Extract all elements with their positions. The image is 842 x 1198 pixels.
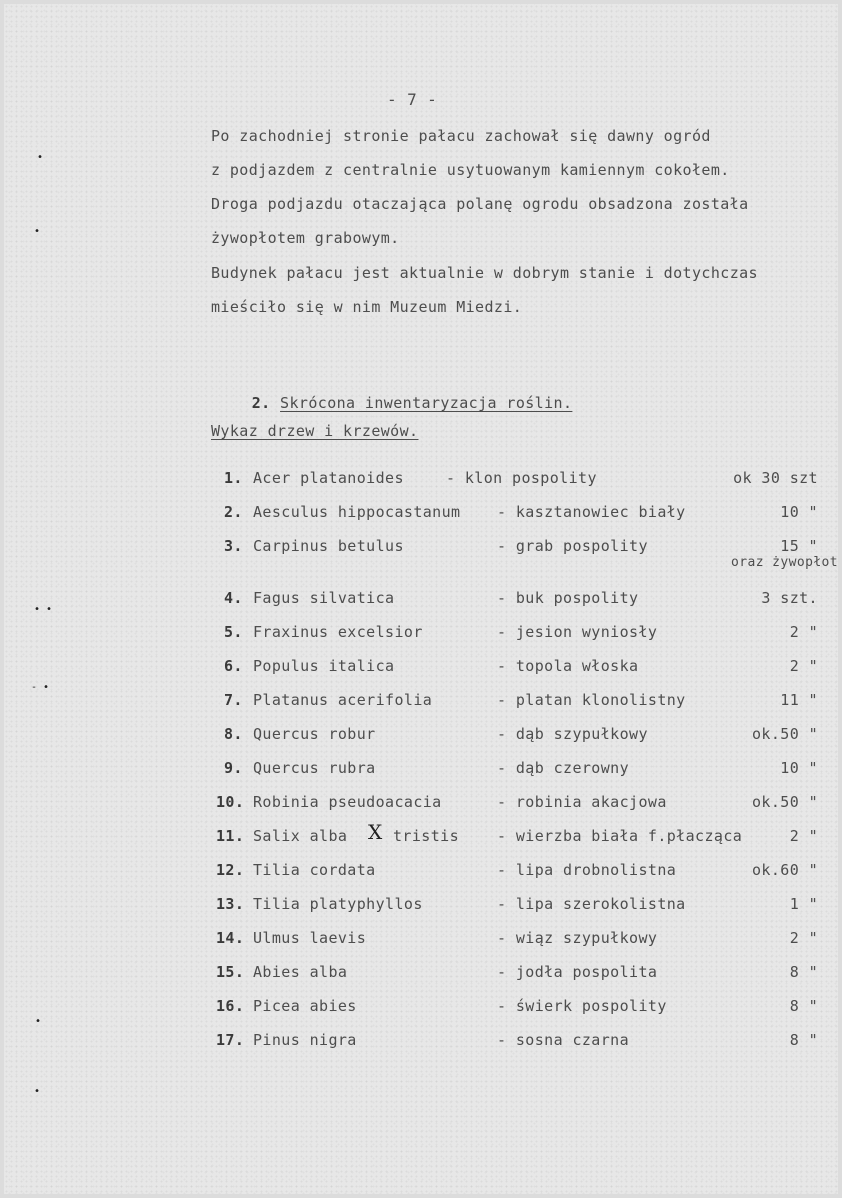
tree-quantity: 8 "	[789, 963, 818, 981]
tree-quantity: 10 "	[780, 503, 818, 521]
tree-quantity: 15 "	[780, 537, 818, 555]
tree-latin-name: Tilia platyphyllos	[253, 895, 423, 913]
paragraph-1-line-2: z podjazdem z centralnie usytuowanym kamiennym cokołem.	[211, 161, 730, 179]
tree-polish-name: - jodła pospolita	[497, 963, 658, 981]
tree-number: 15.	[216, 963, 245, 981]
tree-latin-name: Pinus nigra	[253, 1031, 357, 1049]
tree-polish-name: - świerk pospolity	[497, 997, 667, 1015]
paragraph-1-line-4: żywopłotem grabowym.	[211, 229, 400, 247]
tree-polish-name: - topola włoska	[497, 657, 639, 675]
tree-polish-name: - jesion wyniosły	[497, 623, 658, 641]
paragraph-2-line-2: mieściło się w nim Muzeum Miedzi.	[211, 298, 523, 316]
tree-quantity: 8 "	[789, 997, 818, 1015]
tree-latin-name: Abies alba	[253, 963, 348, 981]
tree-quantity: 8 "	[789, 1031, 818, 1049]
tree-polish-name: - wiąz szypułkowy	[497, 929, 658, 947]
tree-latin-name: Robinia pseudoacacia	[253, 793, 442, 811]
tree-polish-name: - robinia akacjowa	[497, 793, 667, 811]
margin-mark: • •	[34, 604, 53, 615]
tree-polish-name: - dąb szypułkowy	[497, 725, 648, 743]
tree-polish-name: - lipa szerokolistna	[497, 895, 686, 913]
tree-number: 1.	[224, 469, 243, 487]
tree-quantity: 2 "	[789, 623, 818, 641]
tree-number: 13.	[216, 895, 245, 913]
tree-latin-suffix: tristis	[393, 827, 460, 845]
tree-quantity: 1 "	[789, 895, 818, 913]
tree-quantity: 3 szt.	[761, 589, 818, 607]
tree-number: 16.	[216, 997, 245, 1015]
tree-latin-name: Quercus rubra	[253, 759, 376, 777]
tree-polish-name: - kasztanowiec biały	[497, 503, 686, 521]
tree-number: 11.	[216, 827, 245, 845]
tree-quantity-note: oraz żywopłot	[731, 555, 838, 570]
tree-polish-name: - buk pospolity	[497, 589, 639, 607]
tree-latin-name: Platanus acerifolia	[253, 691, 433, 709]
tree-polish-name: - lipa drobnolistna	[497, 861, 677, 879]
section-number: 2.	[251, 394, 271, 412]
tree-quantity: 2 "	[789, 929, 818, 947]
tree-number: 3.	[224, 537, 243, 555]
tree-latin-name: Ulmus laevis	[253, 929, 367, 947]
section-title: Skrócona inwentaryzacja roślin.	[280, 394, 573, 412]
tree-number: 10.	[216, 793, 245, 811]
page-number: - 7 -	[387, 90, 438, 109]
tree-latin-name: Salix alba	[253, 827, 348, 845]
tree-quantity: 2 "	[789, 827, 818, 845]
tree-polish-name: - klon pospolity	[446, 469, 597, 487]
paragraph-1-line-3: Droga podjazdu otaczająca polanę ogrodu obsadzona została	[211, 195, 749, 213]
tree-number: 5.	[224, 623, 243, 641]
handwritten-x-mark: X	[368, 820, 383, 844]
tree-quantity: 10 "	[780, 759, 818, 777]
paragraph-1-line-1: Po zachodniej stronie pałacu zachował się dawny ogród	[211, 127, 711, 145]
tree-quantity: 11 "	[780, 691, 818, 709]
tree-number: 8.	[224, 725, 243, 743]
tree-polish-name: - dąb czerowny	[497, 759, 630, 777]
tree-quantity: 2 "	[789, 657, 818, 675]
tree-number: 2.	[224, 503, 243, 521]
margin-mark: - •	[31, 682, 50, 693]
document-page	[4, 4, 838, 1194]
subheading: Wykaz drzew i krzewów.	[211, 422, 419, 440]
tree-latin-name: Fagus silvatica	[253, 589, 395, 607]
tree-number: 12.	[216, 861, 245, 879]
tree-quantity: ok.60 "	[751, 861, 818, 879]
tree-latin-name: Tilia cordata	[253, 861, 376, 879]
tree-quantity: ok.50 "	[751, 793, 818, 811]
tree-quantity: ok 30 szt	[733, 469, 818, 487]
tree-number: 4.	[224, 589, 243, 607]
tree-polish-name: - wierzba biała f.płacząca	[497, 827, 743, 845]
tree-latin-name: Quercus robur	[253, 725, 376, 743]
margin-mark: •	[37, 152, 44, 163]
margin-mark: •	[35, 1016, 42, 1027]
tree-polish-name: - sosna czarna	[497, 1031, 630, 1049]
paragraph-2-line-1: Budynek pałacu jest aktualnie w dobrym stanie i dotychczas	[211, 264, 758, 282]
tree-number: 14.	[216, 929, 245, 947]
tree-quantity: ok.50 "	[751, 725, 818, 743]
tree-latin-name: Picea abies	[253, 997, 357, 1015]
tree-number: 9.	[224, 759, 243, 777]
tree-polish-name: - grab pospolity	[497, 537, 648, 555]
tree-number: 17.	[216, 1031, 245, 1049]
tree-number: 7.	[224, 691, 243, 709]
tree-latin-name: Fraxinus excelsior	[253, 623, 423, 641]
tree-number: 6.	[224, 657, 243, 675]
tree-latin-name: Aesculus hippocastanum	[253, 503, 461, 521]
tree-latin-name: Carpinus betulus	[253, 537, 404, 555]
margin-mark: •	[34, 226, 41, 237]
margin-mark: •	[34, 1086, 41, 1097]
tree-polish-name: - platan klonolistny	[497, 691, 686, 709]
tree-latin-name: Populus italica	[253, 657, 395, 675]
tree-latin-name: Acer platanoides	[253, 469, 404, 487]
